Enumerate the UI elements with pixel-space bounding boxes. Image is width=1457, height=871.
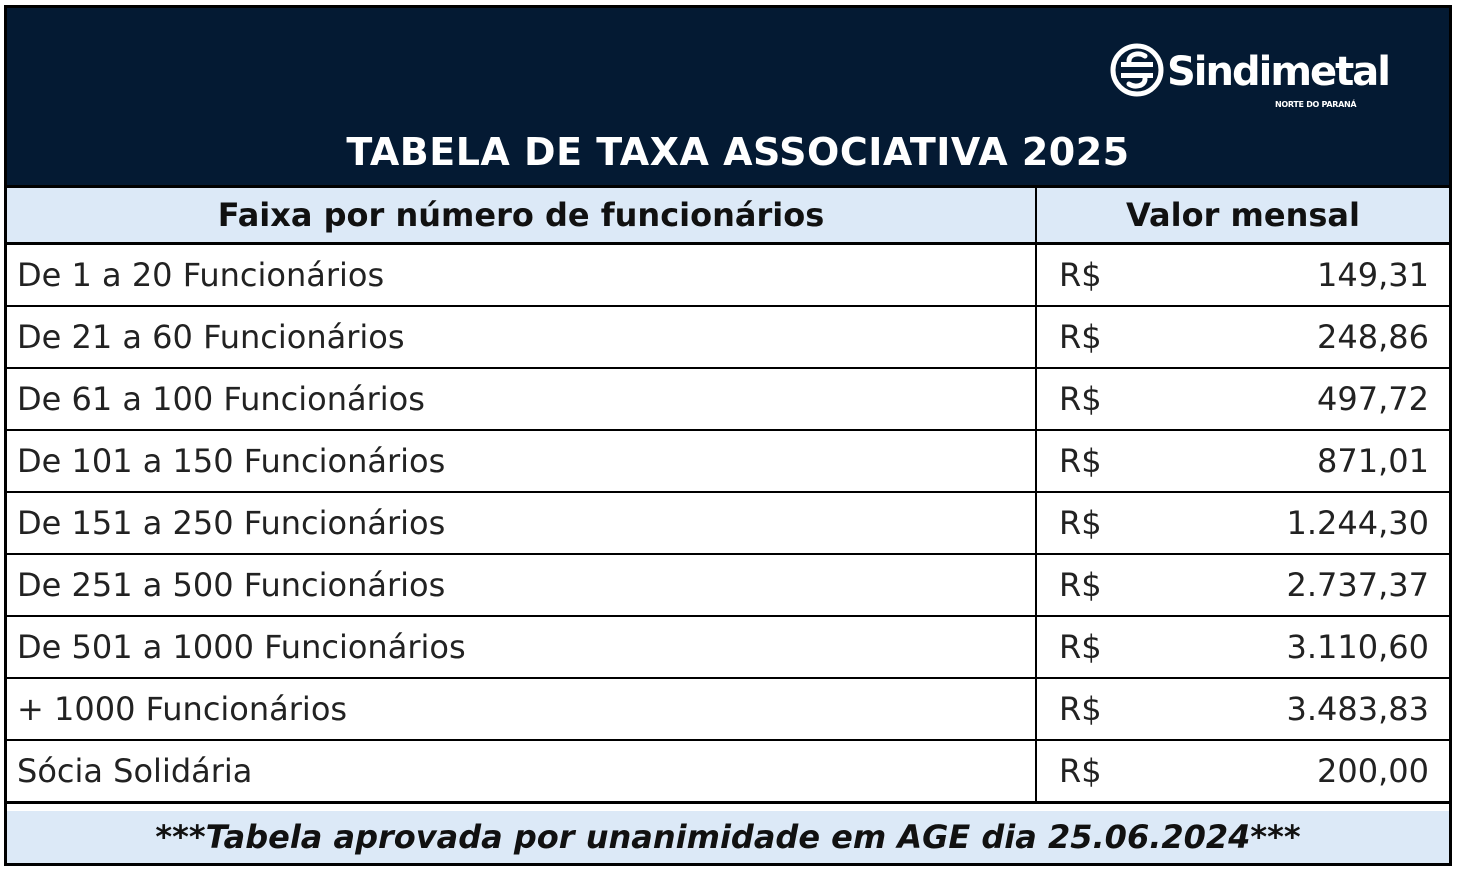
brand-name: Sindimetal xyxy=(1167,49,1389,95)
currency-symbol: R$ xyxy=(1059,690,1102,728)
amount-value: 2.737,37 xyxy=(1286,566,1429,604)
table-row xyxy=(7,492,1449,554)
valor-cell xyxy=(1036,740,1449,803)
table-row xyxy=(7,430,1449,492)
currency-symbol: R$ xyxy=(1059,628,1102,666)
valor-cell xyxy=(1036,616,1449,678)
amount-value: 1.244,30 xyxy=(1286,504,1429,542)
valor-cell xyxy=(1036,678,1449,740)
header-row xyxy=(7,187,1449,244)
approval-footnote: ***Tabela aprovada por unanimidade em AGE dia 25.06.2024*** xyxy=(7,811,1449,863)
faixa-cell: De 21 a 60 Funcionários xyxy=(7,306,1036,368)
valor-cell xyxy=(1036,492,1449,554)
currency-symbol: R$ xyxy=(1059,752,1102,790)
faixa-cell: + 1000 Funcionários xyxy=(7,678,1036,740)
sindimetal-emblem-icon xyxy=(1109,42,1165,98)
amount-value: 200,00 xyxy=(1317,752,1429,790)
faixa-cell: De 101 a 150 Funcionários xyxy=(7,430,1036,492)
column-header-faixa: Faixa por número de funcionários xyxy=(7,187,1036,244)
valor-cell xyxy=(1036,554,1449,616)
faixa-cell: De 251 a 500 Funcionários xyxy=(7,554,1036,616)
valor-cell xyxy=(1036,244,1449,307)
faixa-cell: De 61 a 100 Funcionários xyxy=(7,368,1036,430)
faixa-cell: De 501 a 1000 Funcionários xyxy=(7,616,1036,678)
faixa-cell: De 1 a 20 Funcionários xyxy=(7,244,1036,307)
currency-symbol: R$ xyxy=(1059,442,1102,480)
currency-symbol: R$ xyxy=(1059,566,1102,604)
table-row xyxy=(7,616,1449,678)
title-banner xyxy=(7,8,1449,185)
brand-subtitle: NORTE DO PARANÁ xyxy=(1275,100,1357,109)
table-title: TABELA DE TAXA ASSOCIATIVA 2025 xyxy=(346,130,1130,174)
table-row xyxy=(7,368,1449,430)
amount-value: 3.483,83 xyxy=(1286,690,1429,728)
table-row xyxy=(7,554,1449,616)
faixa-cell: De 151 a 250 Funcionários xyxy=(7,492,1036,554)
currency-symbol: R$ xyxy=(1059,256,1102,294)
valor-cell xyxy=(1036,430,1449,492)
table-row xyxy=(7,306,1449,368)
currency-symbol: R$ xyxy=(1059,504,1102,542)
amount-value: 149,31 xyxy=(1317,256,1429,294)
table-row xyxy=(7,244,1449,307)
column-header-valor: Valor mensal xyxy=(1036,187,1449,244)
valor-cell xyxy=(1036,368,1449,430)
table-row xyxy=(7,678,1449,740)
currency-symbol: R$ xyxy=(1059,318,1102,356)
currency-symbol: R$ xyxy=(1059,380,1102,418)
amount-value: 871,01 xyxy=(1317,442,1429,480)
amount-value: 248,86 xyxy=(1317,318,1429,356)
rate-table-sheet xyxy=(4,5,1452,866)
table-row xyxy=(7,740,1449,803)
rates-table xyxy=(7,185,1449,804)
faixa-cell: Sócia Solidária xyxy=(7,740,1036,803)
amount-value: 3.110,60 xyxy=(1286,628,1429,666)
amount-value: 497,72 xyxy=(1317,380,1429,418)
sindimetal-logo xyxy=(1109,42,1409,114)
valor-cell xyxy=(1036,306,1449,368)
